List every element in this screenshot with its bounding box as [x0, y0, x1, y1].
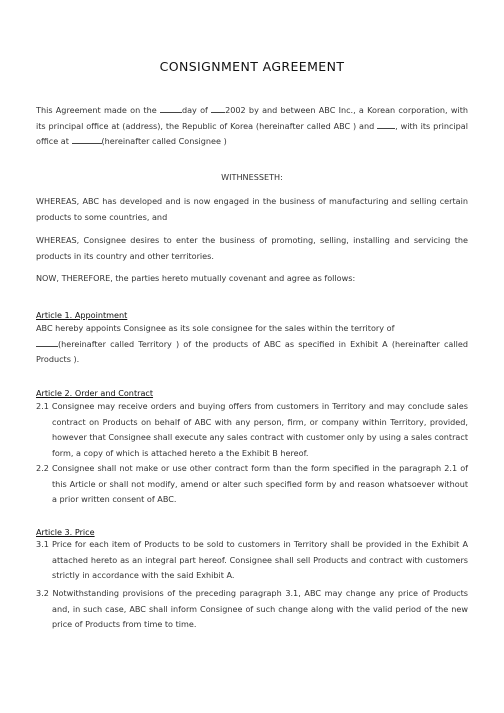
blank-day: [160, 104, 182, 113]
article-3-clause-1: 3.1 Price for each item of Products to be sold to customers in Territory shall be provided in the Exhibit A attached hereto as an integral part hereof. Consignee shall sell Products and contract with customers strictly in accordance with the said Exhibit A.: [36, 539, 468, 580]
article-3-heading: Article 3. Price: [36, 527, 95, 537]
article-1-heading: Article 1. Appointment: [36, 310, 128, 320]
article-2-clause-2: 2.2 Consignee shall not make or use other contract form than the form specified in the paragraph 2.1 of this Article or shall not modify, amend or alter such specified form by and reason whatsoever without a prior written consent of ABC.: [36, 463, 468, 504]
intro-text-3: 2002 by and between ABC Inc., a Korean corporation, with its principal office at (address), the Republic of Korea (hereinafter called ABC ) and: [36, 105, 468, 131]
blank-territory: [36, 338, 58, 347]
intro-text-2: day of: [181, 105, 212, 115]
article-2-heading: Article 2. Order and Contract: [36, 388, 154, 398]
witnesseth-heading: WITHNESSETH:: [221, 172, 283, 182]
document-title: CONSIGNMENT AGREEMENT: [159, 59, 345, 74]
article-2-clause-1: 2.1 Consignee may receive orders and buying offers from customers in Territory and may conclude sales contract on Products on behalf of ABC with any person, firm, or company within Territory, provided, however that Consignee shall execute any sales contract with customer only by using a sales contract form, a copy of which is attached hereto a the Exhibit B hereof.: [36, 401, 468, 458]
intro-paragraph: [36, 103, 468, 150]
blank-consignee-name: [377, 120, 395, 129]
intro-text-4: , with its principal office at: [36, 120, 468, 146]
article-1-line-2: (hereinafter called Territory ) of the products of ABC as specified in Exhibit A (hereinafter called Products ).: [36, 338, 468, 364]
whereas-paragraph-2: WHEREAS, Consignee desires to enter the business of promoting, selling, installing and servicing the products in its country and other territories.: [36, 235, 468, 261]
blank-consignee-address: [72, 135, 102, 144]
intro-text-5: (hereinafter called Consignee ): [101, 136, 227, 146]
article-3-clause-2: 3.2 Notwithstanding provisions of the preceding paragraph 3.1, ABC may change any price of Products and, in such case, ABC shall inform Consignee of such change along with the valid period of the new price of Products from time to time.: [36, 588, 468, 629]
now-therefore-paragraph: NOW, THEREFORE, the parties hereto mutually covenant and agree as follows:: [36, 273, 356, 283]
whereas-paragraph-1: WHEREAS, ABC has developed and is now engaged in the business of manufacturing and selling certain products to some countries, and: [36, 196, 468, 222]
article-1-line-1: ABC hereby appoints Consignee as its sole consignee for the sales within the territory of: [36, 323, 395, 333]
blank-month: [211, 104, 225, 113]
article-1-body: [36, 321, 468, 368]
intro-text-1: This Agreement made on the: [36, 105, 160, 115]
